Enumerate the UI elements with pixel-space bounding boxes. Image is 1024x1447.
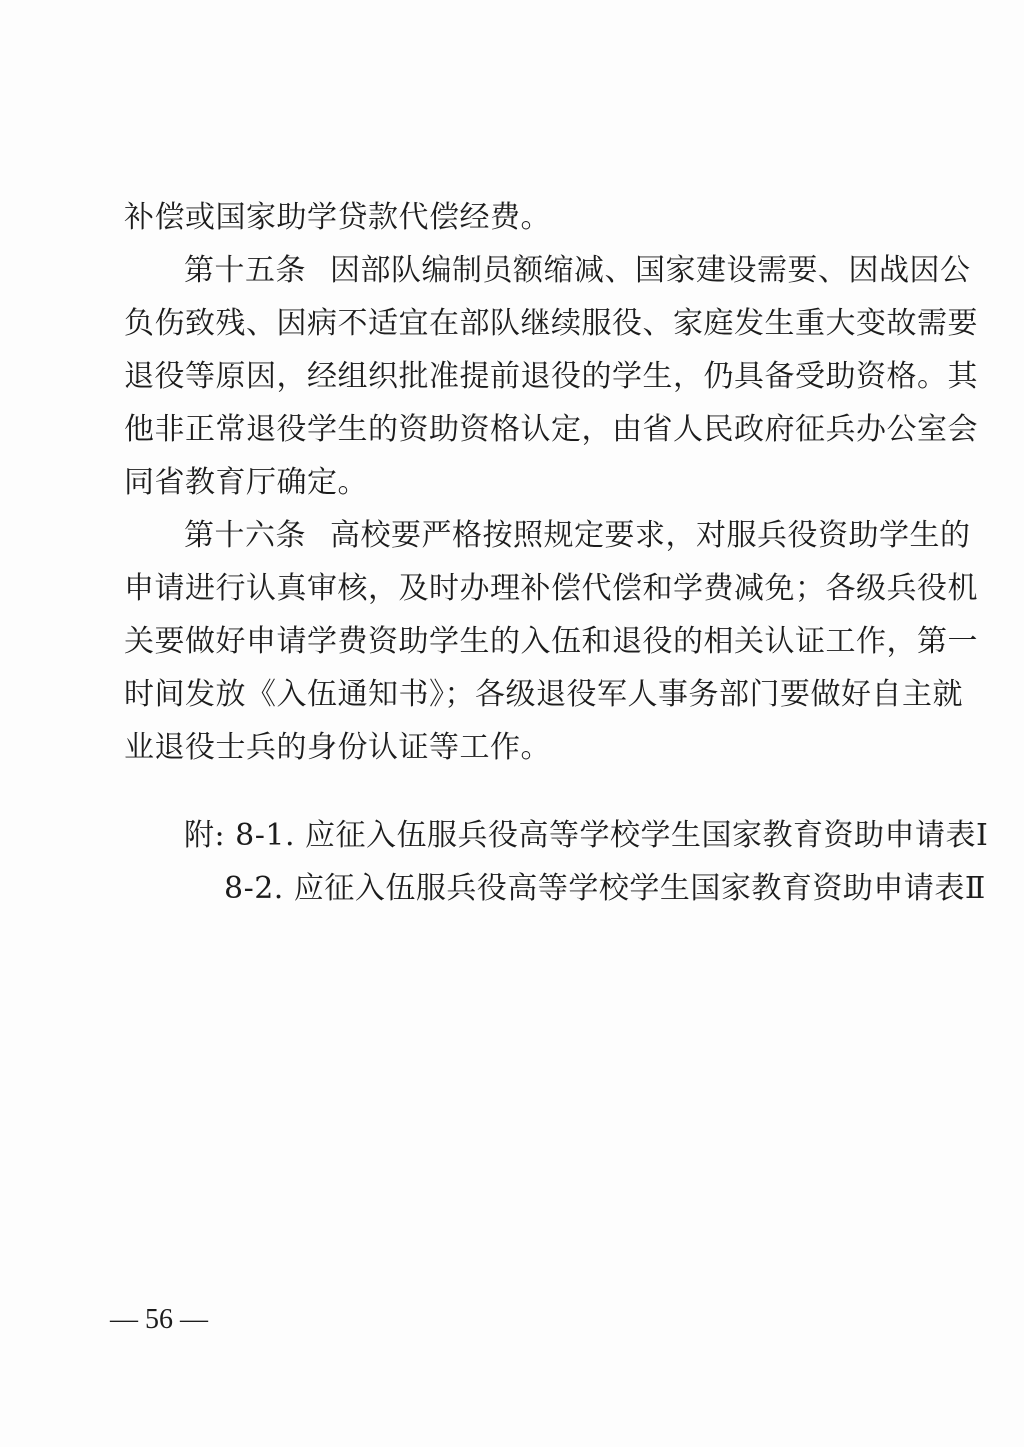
page-number: — 56 — (110, 1304, 208, 1335)
attachment-2 (224, 869, 986, 909)
line-text: 补偿或国家助学贷款代偿经费。 (124, 200, 551, 235)
text-line-10 (124, 675, 963, 715)
line-text: 申请进行认真审核，及时办理补偿代偿和学费减免；各级兵役机 (124, 571, 978, 606)
line-text: 时间发放《入伍通知书》；各级退役军人事务部门要做好自主就 (124, 677, 963, 712)
text-line-11 (124, 728, 890, 768)
article-16-heading-line (184, 516, 971, 556)
line-text: 负伤致残、因病不适宜在部队继续服役、家庭发生重大变故需要 (124, 306, 978, 341)
article-15-heading-line (184, 251, 971, 291)
line-text: 业退役士兵的身份认证等工作。 (124, 730, 551, 765)
attachment-1 (184, 816, 989, 856)
text-line-6 (124, 463, 890, 503)
line-text: 因部队编制员额缩减、国家建设需要、因战因公 (330, 253, 971, 288)
line-text: 退役等原因，经组织批准提前退役的学生，仍具备受助资格。其 (124, 359, 978, 394)
article-16-label: 第十六条 (184, 518, 306, 553)
text-line-5 (124, 410, 978, 450)
line-text: 同省教育厅确定。 (124, 465, 368, 500)
line-text: 关要做好申请学费资助学生的入伍和退役的相关认证工作，第一 (124, 624, 978, 659)
line-text: 高校要严格按照规定要求，对服兵役资助学生的 (330, 518, 971, 553)
attachment-text: 附: 8-1. 应征入伍服兵役高等学校学生国家教育资助申请表Ⅰ (184, 818, 989, 853)
attachment-text: 8-2. 应征入伍服兵役高等学校学生国家教育资助申请表Ⅱ (224, 871, 986, 906)
text-line-1 (124, 198, 890, 238)
text-line-3 (124, 304, 978, 344)
text-line-9 (124, 622, 978, 662)
line-text: 他非正常退役学生的资助资格认定，由省人民政府征兵办公室会 (124, 412, 978, 447)
article-15-label: 第十五条 (184, 253, 306, 288)
text-line-4 (124, 357, 978, 397)
text-line-8 (124, 569, 978, 609)
